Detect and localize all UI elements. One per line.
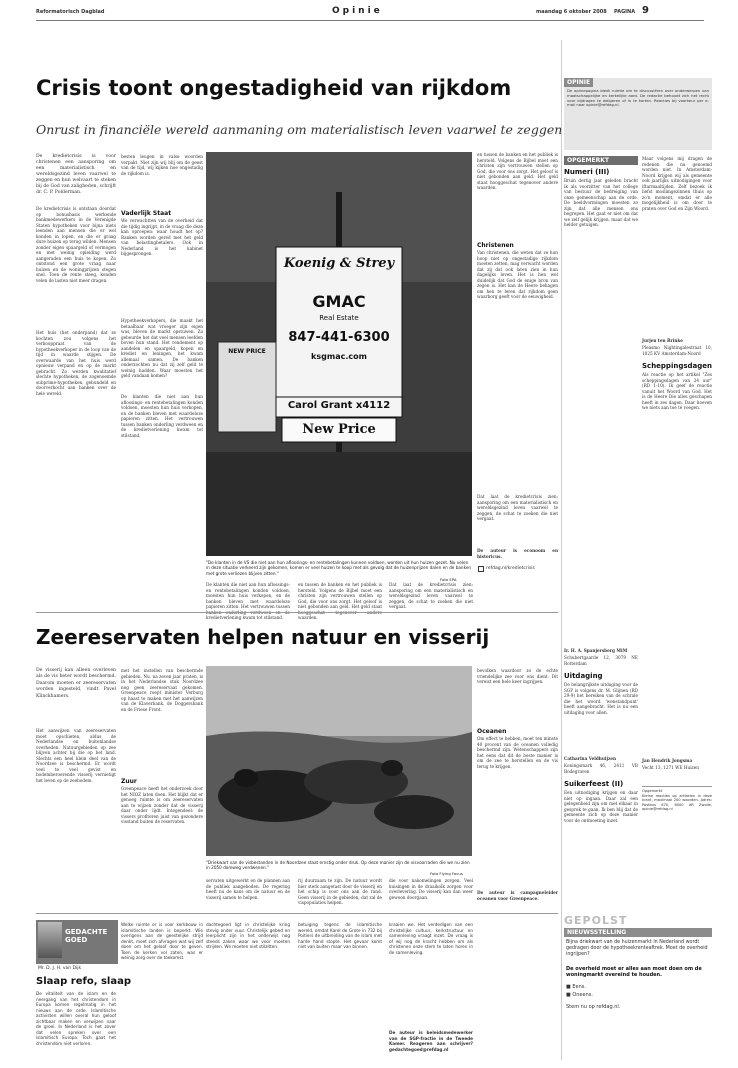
right-address2: Vecht 13, 1271 WE Huizen (642, 765, 699, 770)
letter3-title: Suikerfeest (II) (564, 780, 624, 788)
article2-subhead-oceanen: Oceanen (477, 728, 507, 735)
opgemerkt-note: Opgemerkt Kleine reacties op artikelen in deze krant, maximaal 200 woorden. Adres: Postbus 670, 8000 AR Zwolle, opinie@refdag.nl (642, 786, 712, 904)
article1-col3: besten leugen in valse woorden verpakt. Niet zijn wij blij om de geest van de tijd, wij kijken hoe ongestadig de rijkdom is. (121, 154, 203, 176)
sign-brand: Koenig & Strey (283, 256, 395, 271)
opinie-label: OPINIE (564, 78, 593, 87)
column-body: De vitaliteit van de islam en de neergang van het christendom in Europa komen regelmatig in het nieuws aan de orde. Islamitische activisten willen overal hun geloof zichtbaar maken en verwijzen naar de groei. In Nederland is het zover dat velen spreken over een islamitisch Europa. Toch gaat het christendom niet verloren. (36, 991, 116, 1046)
sign-phone: 847-441-6300 (288, 330, 390, 345)
article-divider-2 (36, 913, 558, 914)
right-author: Jurjen ten Brinke (642, 338, 683, 343)
article1-subhead-vaderlijk: Vaderlijk Staat (121, 210, 172, 217)
section-name: Opinie (332, 6, 383, 16)
article1-col1: De kredietcrisis is ontstaan doordat op bonusbasis werkende bankmedewerkers in de Verenigde Staten hypotheken voor bijna niets leenden aan mensen die er wel konden in lopen, en die er graag dure huizen op terug wilden. Mensen zonder eigen spaargeld of vermogen en met weinig opleiding werd aangeraden een huis te kopen. Zo ontstond een grote vraag naar huizen en de woningprijzen stegen snel. Toen de rente steeg, konden velen de lasten niet meer dragen. (36, 206, 116, 283)
article1-col4: Hypotheekverkopers, die maakt het betaalbaar wat vroeger zijn eigen was, bleven de markt opstuwen. Zo gebeurde het dat veel mensen leefden boven hun stand. Het rendement op aandelen en spaargeld, kopen en krediet en leningen, het kwam allemaal samen. De banken onderzochten nu dat zij zelf geld te weinig hadden. Waar moesten het geld vandaan komen? (121, 318, 203, 378)
column-col3: dachtegoed ligt in christelijke kring stevig onder vuur. Christelijk gebed en leerplicht zijn in het onderwijs nog steeds zaken waar we voor moeten strijden. We moeten niet stilzitten. (206, 922, 290, 949)
opinie-box (564, 78, 712, 150)
article1-col5c: Dat laat de kredietcrisis zien: aansporing om een materialistisch en wereldsgezind leven vaarwel te zeggen, de schat te zoeken die niet vergaat. (477, 494, 558, 521)
column-col5: kraaien we. Het verdedigen van een christelijke cultuur, kerkstructuur en samenleving vraagt inzet. De vraag is of wij nog de kracht hebben om als christenen onze stem te laten horen in de samenleving. (389, 922, 473, 955)
column-title: Slaap refo, slaap (36, 976, 132, 987)
sidebar-rule (561, 40, 562, 1060)
sign-gmac: GMAC (312, 292, 366, 311)
column-header-label: GEDACHTE GOED (65, 928, 108, 944)
gepolst-box (564, 914, 712, 1064)
gepolst-label: GEPOLST (564, 914, 628, 927)
poll-option-eens[interactable]: ■ Eens. (566, 984, 586, 990)
page-header (0, 0, 738, 22)
opgemerkt-header: OPGEMERKT (564, 156, 638, 165)
opinie-text: De opiniepagina biedt ruimte om te discussiëren over onderwerpen van maatschappelijke en kerkelijke aard. De redactie behoudt zich het recht voor bijdragen te weigeren of in te korten. Reacties bij voorkeur per e-mail naar opinie@refdag.nl. (567, 88, 709, 108)
letter2-author: Catharina Veldhuijzen (564, 756, 617, 761)
web-icon (478, 566, 484, 572)
right-address: Pleasmo Nightingalestraat 10, 1025 KV Amsterdam-Noord (642, 345, 712, 356)
article1-lead: De kredietcrisis is voor christenen een aansporing om een materialistisch en wereldsgezind leven vaarwel te zeggen en hun welvaart te steken bij de God van zaligheden, schrijft dr. C. P. Polderman. (36, 154, 116, 195)
page-label: PAGINA (614, 9, 636, 15)
poll-option-oneens-label: Oneens. (572, 992, 593, 998)
article2-title: Zeereservaten helpen natuur en visserij (36, 625, 490, 649)
author-photo (38, 922, 62, 958)
seals-on-beach-illustration (206, 666, 472, 856)
column-col4: betuiging tegens de islamitische wereld, omdat Karel de Grote in 732 bij Poitiers de uitbreiding van de islam met harde hand stopte. Het gevaar komt niet van buiten maar van binnen. (298, 922, 382, 949)
column-header (36, 920, 118, 964)
article2-col2: met het instellen van beschermde gebieden. Nu, na zeven jaar praten, is in het Nederlandse stuk Noordzee nog geen zeereservaat gekomen. Greenpeace roept minister Verburg op haast te maken met het aanwijzen van de Klaverbank, de Doggersbank en de Friese Front. (121, 668, 203, 712)
letter2-title: Uitdaging (564, 672, 603, 680)
right-body: Als reactie op het artikel "Zes scheppingsdagen van 24 uur" (RD 1-10). Ik geef de reactie vanuit het Woord van God. Het is de Heere Die alles geschapen heeft in zes dagen. Daar hoeven we niets aan toe te voegen. (642, 372, 712, 410)
right-title: Scheppingsdagen (642, 362, 712, 370)
article2-photo-credit: Foto Flying Focus (430, 871, 463, 876)
article1-title: Crisis toont ongestadigheid van rijkdom (36, 76, 512, 100)
letter1-title: Numeri (III) (564, 168, 610, 176)
header-rule (36, 20, 704, 21)
article1-col5: en tussen de banken en het publiek is hersteld. Volgens de Bijbel moet een christen zijn vertrouwen stellen op God, die voor ons zorgt. Het geloof is niet gebonden aan geld. Het geld staat hooggeschat tegenover andere waarden. (477, 152, 558, 190)
column-author: Mr. D. J. H. van Dijk (38, 966, 82, 971)
article-divider (36, 612, 558, 613)
newspaper-name: Reformatorisch Dagblad (36, 9, 105, 15)
poll-question: De overheid moet er alles aan moet doen om de woningmarkt overeind te houden. (566, 966, 702, 979)
sign-new-price: New Price (302, 422, 376, 437)
article1-col3b: We verwachtten van de overheid dat die tijdig ingrijpt, in de vraag die deze kan oproepen: waar houdt het op? Banken worden gered met het geld van belastingbetalers. Ook in Nederland is het kabinet bijgesprongen. (121, 218, 203, 256)
article1-bottom-col2: en tussen de banken en het publiek is hersteld. Volgens de Bijbel moet een christen zijn vertrouwen stellen op God, die voor ons zorgt. Het geloof is niet gebonden aan geld. Het geld staat hooggeschat tegenover andere waarden. (298, 582, 382, 620)
article2-photo-caption: "Driekwart van de visbestanden in de Noordzee staat ernstig onder druk. Op deze manier zijn de visvoorraden die we nu zien in 2050 domweg verdwenen." (206, 860, 470, 871)
letter1-address: Schubertgaarde 12, 3079 NE Rotterdam (564, 655, 638, 666)
article2-col5: die voor nakomelingen zorgen. Veel kuisingen in de draaikolk zorgen voor overlevering. De visserij kan dan weer gewoon doorgaan. (389, 878, 473, 900)
sign-agent: Carol Grant x4112 (287, 400, 391, 411)
article1-photo-credit: Foto EPA (440, 577, 457, 582)
column-col2: Welke ruimte er is voor kerkbouw in islamitische landen is beperkt. Wie overigens aan de geestelijke strijd denkt, moet zich afvragen wat wij zelf doen om het geloof door te geven. Toen de kerken vol zaten, was er weinig zorg over de toekomst. (121, 922, 203, 960)
letter3-body: Een uitnodiging krijgen en daar niet op ingaan. Daar zal een gelegenheid zijn om met elkaar in gesprek te gaan. Ik ben blij dat de gemeente zich op deze manier voor de ontmoeting inzet. (564, 790, 638, 823)
sign-real-estate: Real Estate (319, 314, 359, 322)
article2-photo (206, 666, 472, 856)
article1-bottom-col3: Dat laat de kredietcrisis zien: aansporing om een materialistisch en wereldsgezind leven vaarwel te zeggen, de schat te zoeken die niet vergaat. (389, 582, 473, 609)
article2-col6: bevolken waardoor zo de echte vriendelijke zee voor ons dient. Dit vereist een hele keer ingrijpen. (477, 668, 558, 684)
poll-text: Bijna driekwart van de huizenmarkt in Nederland wordt gedragen door de hypotheekrenteaftrek. Moet de overheid ingrijpen? (566, 940, 708, 958)
poll-link[interactable]: Stem nu op refdag.nl. (566, 1004, 621, 1010)
article1-photo (206, 152, 472, 556)
article1-author-note: De auteur is econoom en historicus. (477, 548, 558, 559)
issue-date: maandag 6 oktober 2008 (536, 9, 607, 15)
article1-col4b: De klanten die niet aan hun aflossings- en rentebetalingen konden voldoen, moesten hun huis verkopen, en de banken bleven met waardeloze papieren zitten. Het vertrouwen tussen banken onderling verdween en de kredietverlening kwam tot stilstand. (121, 394, 203, 438)
article2-col6b: Om effect te hebben, moet ten minste 40 procent van de oceanen volledig beschermd zijn. Wetenschappers zijn het eens dat dit de beste manier is om de zee te herstellen en de vis terug te krijgen. (477, 736, 558, 769)
article1-bottom-col1: De klanten die niet aan hun aflossings- en rentebetalingen konden voldoen, moesten hun huis verkopen, en de banken bleven met waardeloze papieren zitten. Het vertrouwen tussen banken onderling verdween en de kredietverlening kwam tot stilstand. (206, 582, 290, 620)
article1-web-link[interactable]: refdag.nl/kredietcrisis (486, 566, 535, 571)
poll-option-eens-label: Eens. (572, 984, 586, 990)
letter1-body: Bruin dertig jaar geleden bracht ik als voorzitter van het college van bestuur de bedreiging van onze gemeenschap aan de orde. De beeldvormingen moesten zo zijn dat alle mensen ons begrepen. Het gaat er niet om dat we zelf gelijk krijgen, maar dat we helder getuigen. (564, 178, 638, 227)
article2-author-note: De auteur is campagneleider oceanen voor Greenpeace. (477, 890, 558, 901)
right-author2: Jan Hendrik Jongsma (642, 758, 693, 763)
article2-subhead-zuur: Zuur (121, 778, 137, 785)
article1-photo-caption: "De klanten in de VS die niet aan hun aflossings- en rentebetalingen kunnen voldoen, worden uit hun huizen gezet. Nu velen in deze situatie verkeerd zijn gekomen, komen er veel huizen te koop met als gevolg dat de huizenprijzen dalen en de banken met grote verliezen blijven zitten." (206, 560, 472, 576)
sign-small-new-price: NEW PRICE (228, 348, 266, 355)
letter1-author: Ir. H. A. Spanjersberg MiM (564, 648, 628, 653)
article1-col5b: Van christenen, die weten dat ze hun hoop niet op ongestadige rijkdom moeten zetten, mag verwacht worden dat zij dat ook laten zien in hun dagelijks leven. Het is hen wel duidelijk dat God de enige bron van zegen is. Het kan de Heere behagen om hen te leren dat rijkdom geen waarborg geeft voor de eeuwigheid. (477, 250, 558, 299)
article2-col3: servaten uitgewerkt en de plannen aan de publiek aangeboden. De regering heeft nu de kans om de natuur en de visserij samen te helpen. (206, 878, 290, 900)
right-col-body: Maar volgens mij dragen de redenen die nu genoemd worden niet. In Amsterdam-Noord krijgen wij als gemeente ook jaarlijks uitnodigingen voor iftarmaaltijden. Zelf bezoek ik liefst moslimgezinnen thuis op zo'n moment, omdat er alle mogelijkheid is om door te praten over God en Zijn Woord. (642, 156, 712, 211)
article2-col1: Het aanwijzen van zeereservaten moet opschieten, aldus de Nederlandse en buitenlandse overheden. Natuurgebieden op zee blijven achter bij die op het land. Slechts een heel klein deel van de Noordzee is beschermd. Er wordt veel te veel gevist en bodemberoerende visserij vernietigt het leven op de zeebodem. (36, 728, 116, 783)
article1-subtitle: Onrust in financiële wereld aanmaning om materialistisch leven vaarwel te zeggen (36, 122, 563, 137)
letter2-body: De belangrijkste uitdaging voor de SGP is volgens dr. M. Glijnen (RD 29-9) het bereiken van de schrale die het woord 'wenstandpunt' heeft aangebracht. Het is nu een uitdaging voor allen. (564, 682, 638, 715)
article2-lead: De visserij kan alleen overleven als de vis beter wordt beschermd. Daarom moeten er zeereservaten worden ingesteld, vindt Pavel Klinckhamers. (36, 668, 116, 699)
article2-col2b: Greenpeace heeft het onderzoek door het NIOZ laten doen. Het blijkt dat er genoeg ruimte is om zeereservaten aan te wijzen zonder dat de visserij daar onder lijdt. Integendeel: de vissers profiteren juist van gezondere visstand buiten de reservaten. (121, 786, 203, 824)
column-author-note: De auteur is beleidsmedewerker van de SGP-fractie in de Tweede Kamer. Reageren aan schrijver? gedachtegoed@refdag.nl (389, 1030, 473, 1052)
sign-website: ksgmac.com (311, 352, 367, 361)
nieuwsstelling-header: NIEUWSSTELLING (564, 928, 712, 937)
article1-col2: Het huis (het onderpand) dat ze kochten zou volgens het verkooppraat van de hypotheekverkoper in de loop van de tijd in waarde stijgen. De overwaarde van het huis werd opnieuw verpand en op de markt gebracht. Zo werden kwalitatief slechte hypotheken, de zogenoemde subprime-hypotheken, gebundeld en doorverkocht aan banken over de hele wereld. (36, 330, 116, 396)
letter2-address: Koningsmark 46, 2411 VB Bodegraven (564, 763, 638, 774)
poll-option-oneens[interactable]: ■ Oneens. (566, 992, 593, 998)
article1-subhead-christenen: Christenen (477, 242, 514, 249)
page-number: 9 (642, 5, 649, 16)
article2-col4: rij duurzaam te zijn. De natuur wordt hier sterk aangetast door de visserij en het schip is voor ons aan de rand. Geen visserij in de gebieden, dat zal de vispopulaties helpen. (298, 878, 382, 905)
